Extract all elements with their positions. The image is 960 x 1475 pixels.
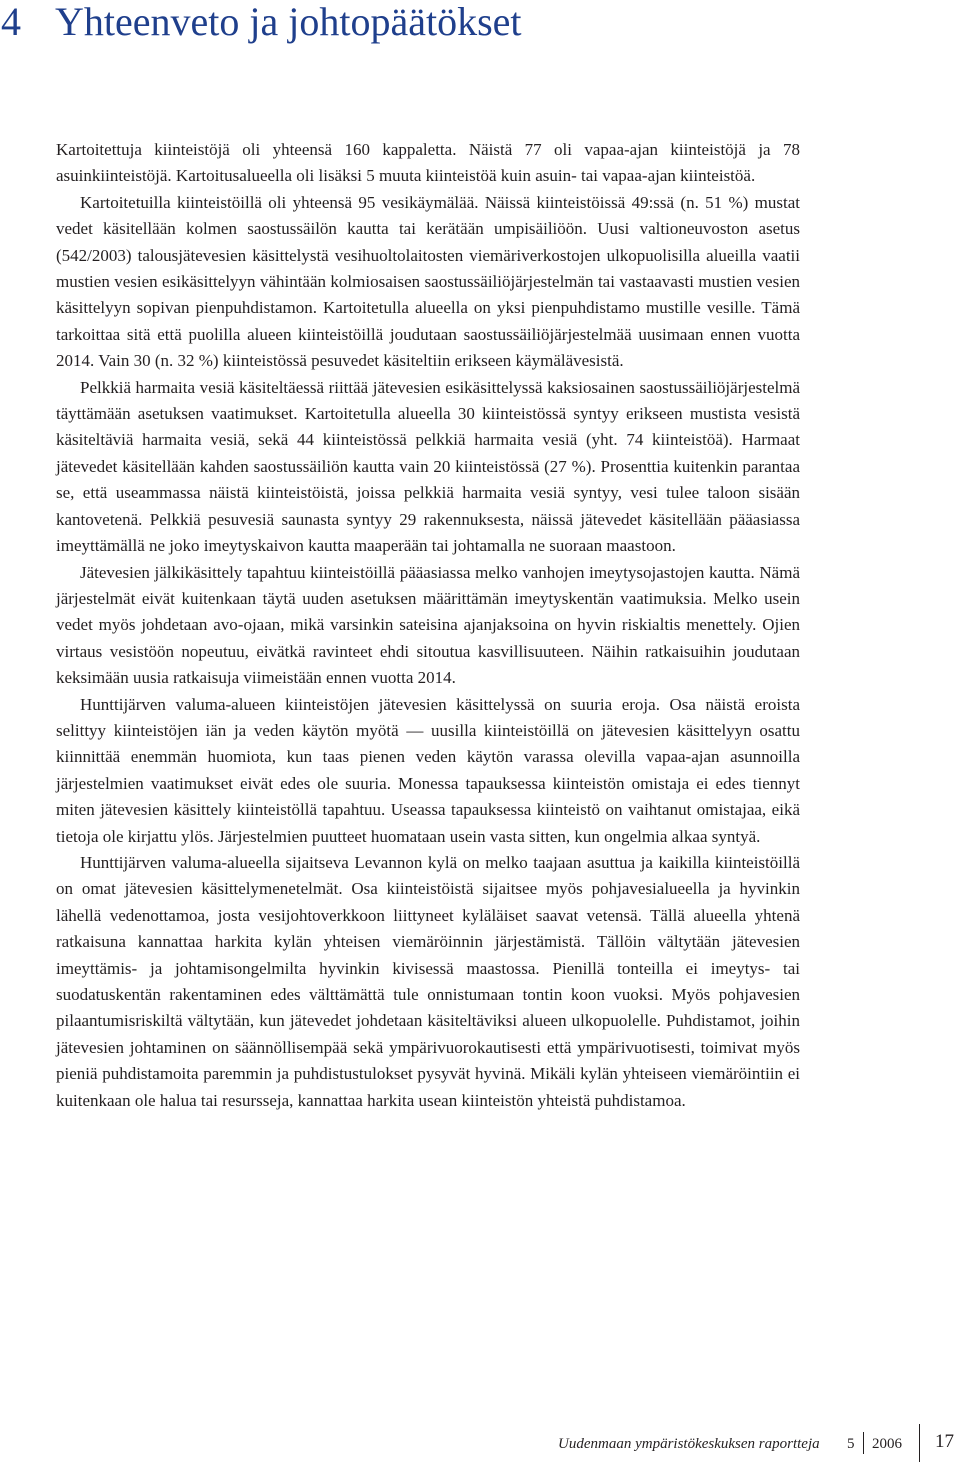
paragraph: Hunttijärven valuma-alueella sijaitseva Levannon kylä on melko taajaan asuttua ja kaikilla kiinteistöillä on omat jätevesien käsittelymenetelmät. Osa kiinteistöistä sijaitsee myös pohjavesialueella ja hyvinkin lähellä vedenottamoa, josta vesijohtoverkkoon liittyneet kyläläiset saavat vetensä. Tällä alueella yhtenä ratkaisuna kannattaa harkita kylän yhteisen viemäröinnin järjestämistä. Tällöin vältytään jätevesien imeyttämis- ja johtamisongelmilta hyvinkin kivisessä maastossa. Pienillä tonteilla ei imeytys- tai suodatuskentän rakentaminen edes välttämättä tule onnistumaan tontin koon vuoksi. Myös pohjavesien pilaantumisriskiltä vältytään, kun jätevedet johdetaan käsiteltäviksi alueen ulkopuolelle. Puhdistamot, joihin jätevesien johtaminen on säännöllisempää sekä ympärivuorokautisesti että ympärivuotisesti, toimivat myös pieniä puhdistamoita paremmin ja puhdistustulokset pysyvät hyvinä. Mikäli kylän yhteiseen viemäröintiin ei kuitenkaan ole halua tai resursseja, kannattaa harkita usean kiinteistön yhteistä puhdistamoa.: [56, 852, 800, 1110]
page-number: 17: [935, 1431, 954, 1452]
paragraph: Kartoitettuja kiinteistöjä oli yhteensä 160 kappaletta. Näistä 77 oli vapaa-ajan kiinteistöjä ja 78 asuinkiinteistöjä. Kartoitusalueella oli lisäksi 5 muuta kiinteistöä kuin asuin- tai vapaa-ajan kiinteistöä.: [56, 140, 800, 186]
paragraph: Jätevesien jälkikäsittely tapahtuu kiinteistöillä pääasiassa melko vanhojen imeytysojastojen kautta. Nämä järjestelmät eivät kuitenkaan täytä uuden asetuksen määrittämän imeytyskentän vaatimuksia. Melko usein vedet myös johdetaan avo-ojaan, mikä varsinkin sateisina ajanjaksoina on hyvin riskialtis menettely. Ojien virtaus vesistöön nopeutuu, eivätkä ravinteet ehdi sitoutua kasvillisuuteen. Näihin ratkaisuihin joudutaan keksimään uusia ratkaisuja viimeistään ennen vuotta 2014.: [56, 562, 800, 688]
paragraph: Pelkkiä harmaita vesiä käsiteltäessä riittää jätevesien esikäsittelyssä kaksiosainen saostussäiliöjärjestelmä täyttämään asetuksen vaatimukset. Kartoitetulla alueella 30 kiinteistössä syntyy erikseen mustista vesistä käsiteltäviä harmaita vesiä, sekä 44 kiinteistössä pelkkiä harmaita vesiä (yht. 74 kiinteistöä). Harmaat jätevedet käsitellään kahden saostussäiliön kautta vain 20 kiinteistössä (27 %). Prosenttia kuitenkin parantaa se, että useammassa näistä kiinteistöistä, joissa pelkkiä harmaita vesiä syntyy, vesi tulee taloon sisään kantovetenä. Pelkkiä pesuvesiä saunasta syntyy 29 rakennuksesta, näissä jätevedet käsitellään pääasiassa imeyttämällä ne joko imeytyskaivon kautta maaperään tai johtamalla ne suoraan maastoon.: [56, 377, 800, 556]
footer-series-title: Uudenmaan ympäristökeskuksen raportteja: [558, 1436, 820, 1452]
paragraph: Hunttijärven valuma-alueen kiinteistöjen jätevesien käsittelyssä on suuria eroja. Osa näistä eroista selittyy kiinteistöjen iän ja veden käytön myötä — uusilla kiinteistöillä on jätevesien käsittelyyn osattu kiinnittää enemmän huomiota, kun taas pienen veden käytön varassa olevilla vapaa-ajan asunnoilla järjestelmien vaatimukset eivät edes ole suuria. Monessa tapauksessa kiinteistön omistaja ei edes tiennyt miten jätevesien käsittely kiinteistöllä tapahtuu. Useassa tapauksessa kiinteistö on vaihtanut omistajaa, eikä tietoja ole kirjattu ylös. Järjestelmien puutteet huomataan usein vasta sitten, kun ongelmia alkaa syntyä.: [56, 694, 800, 846]
body-text: [56, 137, 800, 1114]
footer-volume: 5: [847, 1436, 855, 1452]
paragraph: Kartoitetuilla kiinteistöillä oli yhteensä 95 vesikäymälää. Näissä kiinteistöissä 49:ssä (n. 51 %) mustat vedet käsitellään kolmen saostussäilön kautta tai kerätään umpisäiliöön. Uusi valtioneuvoston asetus (542/2003) talousjätevesien käsittelystä vesihuoltolaitosten viemäriverkostojen ulkopuolisilla alueilla vaatii mustien vesien esikäsittelyyn vähintään kolmiosaisen saostussäiliöjärjestelmän tai vastaavasti mustien vesien käsittelyyn sopivan pienpuhdistamon. Kartoitetulla alueella on yksi pienpuhdistamo mustille vesille. Tämä tarkoittaa sitä että puolilla alueen kiinteistöillä joudutaan saostussäiliöjärjestelmää uusimaan ennen vuotta 2014. Vain 30 (n. 32 %) kiinteistössä pesuvedet käsiteltiin erikseen käymälävesistä.: [56, 192, 800, 371]
page-footer: [0, 1424, 960, 1464]
chapter-title: Yhteenveto ja johtopäätökset: [55, 0, 522, 44]
footer-divider: [863, 1432, 864, 1454]
chapter-heading: [0, 0, 960, 48]
chapter-number: 4: [1, 0, 21, 44]
footer-year: 2006: [872, 1436, 902, 1452]
footer-divider: [919, 1424, 920, 1462]
